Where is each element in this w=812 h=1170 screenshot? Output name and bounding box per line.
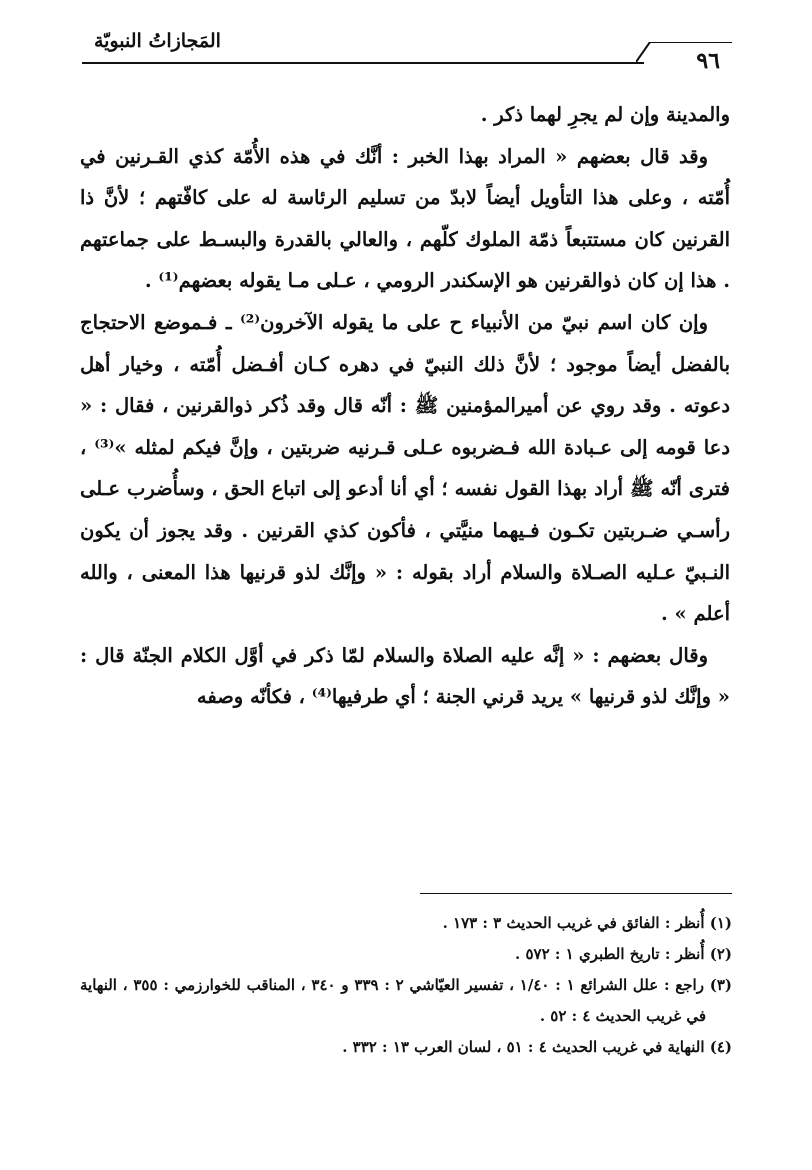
paragraph: وإن كان اسم نبيّ من الأنبياء ح على ما يقوله الآخرون⁽²⁾ ـ فـموضع الاحتجاج بالفضل أيضاً موجود ؛ لأنَّ ذلك النبيّ في دهره كـان أفـضل أُمّته ، وخيار أهل دعوته . وقد روي عن أميرالمؤمنين ﷺ : أنّه قال وقد ذُكر ذوالقرنين ، فقال : « دعا قومه إلى عـبادة الله فـضربوه عـلى قـرنيه ضربتين ، وإنَّ فيكم لمثله »⁽³⁾ ، فترى أنّه ﷺ أراد بهذا القول نفسه ؛ أي أنا أدعو إلى اتباع الحق ، وسأُضرب عـلى رأسـي ضـربتين تكـون فـيهما منيَّتي ، فأكون كذي القرنين . وقد يجوز أن يكون النـبيّ عـليه الصـلاة والسلام أراد بقوله : « وإنَّك لذو قرنيها هذا المعنى ، والله أعلم » . xyxy=(80,310,731,626)
footnote: (٣) راجع : علل الشرائع ١ : ١/٤٠ ، تفسير العيّاشي ٢ : ٣٣٩ و ٣٤٠ ، المناقب للخوارزمي : ٣٥٥ ، النهاية في غريب الحديث ٤ : ٥٢ . xyxy=(80,976,732,1025)
paragraph: وقد قال بعضهم « المراد بهذا الخبر : أنَّك في هذه الأُمّة كذي القـرنين في أُمّته ، وعلى هذا التأويل أيضاً لابدّ من تسليم الرئاسة له على كافّتهم ؛ لأنَّ ذا القرنين كان مستتبعاً ذمّة الملوك كلّهم ، والعالي بالقدرة والبسـط على جماعتهم . هذا إن كان ذوالقرنين هو الإسكندر الرومي ، عـلى مـا يقوله بعضهم⁽¹⁾ . xyxy=(80,144,730,293)
footnotes xyxy=(80,908,732,1063)
running-title: المَجازاتُ النبويّة xyxy=(94,30,221,52)
footnote-separator xyxy=(420,893,732,894)
header-rule xyxy=(82,62,644,64)
paragraph: وقال بعضهم : « إنَّه عليه الصلاة والسلام لمّا ذكر في أوَّل الكلام الجنّة قال : « وإنَّك لذو قرنيها » يريد قرني الجنة ؛ أي طرفيها⁽⁴⁾ ، فكأنّه وصفه xyxy=(80,643,730,709)
footnote: (١) أُنظر : الفائق في غريب الحديث ٣ : ١٧٣ . xyxy=(442,914,732,932)
running-header xyxy=(82,28,732,72)
main-text xyxy=(80,94,730,718)
footnote: (٤) النهاية في غريب الحديث ٤ : ٥١ ، لسان العرب ١٣ : ٣٣٢ . xyxy=(342,1038,732,1056)
paragraph: والمدينة وإن لم يجرِ لهما ذكر . xyxy=(480,103,730,126)
footnote: (٢) أُنظر : تاريخ الطبري ١ : ٥٧٢ . xyxy=(515,945,732,963)
page-number: ٩٦ xyxy=(696,48,720,74)
